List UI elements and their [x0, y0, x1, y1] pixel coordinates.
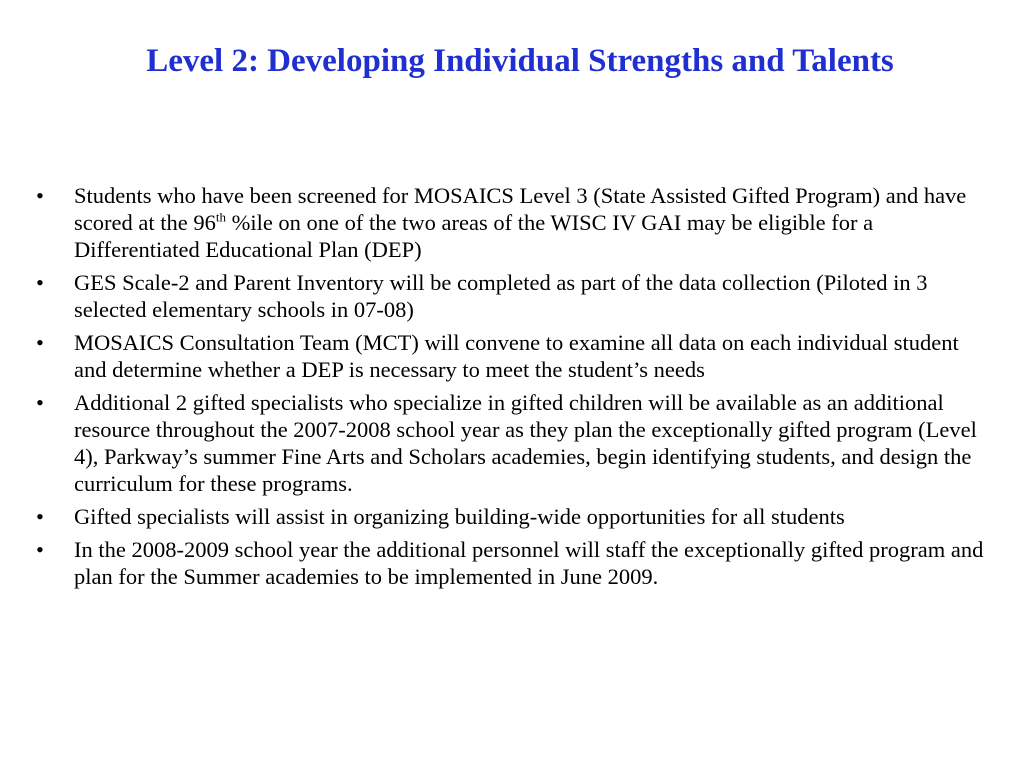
bullet-text-6: In the 2008-2009 school year the additional personnel will staff the exceptionally gifted program and plan for the Summer academies to be implemented in June 2009. [74, 537, 984, 589]
bullet-item-6 [36, 536, 992, 590]
bullet-text-4: Additional 2 gifted specialists who specialize in gifted children will be available as an additional resource throughout the 2007-2008 school year as they plan the exceptionally gifted program (Level 4), Parkway’s summer Fine Arts and Scholars academies, begin identifying students, and design the curriculum for these programs. [74, 390, 977, 496]
bullet-text-5: Gifted specialists will assist in organizing building-wide opportunities for all students [74, 504, 845, 529]
bullet-item-2 [36, 269, 992, 323]
bullet-text-1-part-2: %ile on one of the two areas of the WISC IV GAI may be eligible for a Differentiated Educational Plan (DEP) [74, 210, 874, 262]
bullet-item-5 [36, 503, 992, 530]
bullet-icon: • [36, 504, 44, 529]
slide-title: Level 2: Developing Individual Strengths and Talents [146, 43, 894, 79]
bullet-text-3: MOSAICS Consultation Team (MCT) will convene to examine all data on each individual student and determine whether a DEP is necessary to meet the student’s needs [74, 330, 959, 382]
bullet-list [36, 182, 992, 596]
bullet-icon: • [36, 537, 44, 562]
bullet-item-3 [36, 329, 992, 383]
bullet-icon: • [36, 270, 44, 295]
bullet-icon: • [36, 330, 44, 355]
bullet-icon: • [36, 183, 44, 208]
bullet-icon: • [36, 390, 44, 415]
bullet-text-1-part-1: Students who have been screened for MOSAICS Level 3 (State Assisted Gifted Program) and have scored at the 96 [74, 183, 967, 235]
bullet-text-2: GES Scale-2 and Parent Inventory will be completed as part of the data collection (Piloted in 3 selected elementary schools in 07-08) [74, 270, 928, 322]
bullet-item-4 [36, 389, 992, 497]
bullet-text-1-superscript: th [215, 209, 226, 225]
bullet-item-1 [36, 182, 992, 263]
